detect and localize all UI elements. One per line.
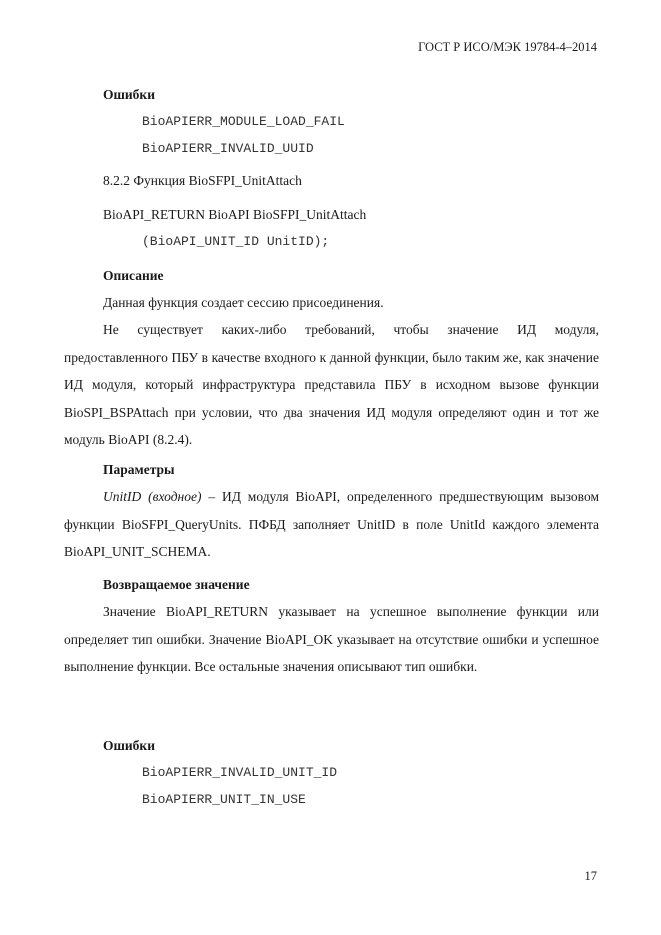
page-number: 17 — [584, 869, 597, 883]
parameters-heading: Параметры — [103, 462, 175, 477]
error-code: BioAPIERR_MODULE_LOAD_FAIL — [142, 114, 345, 129]
error-code: BioAPIERR_INVALID_UUID — [142, 141, 314, 156]
description-paragraph: Данная функция создает сессию присоединения. — [103, 295, 384, 310]
return-value-paragraph: Значение BioAPI_RETURN указывает на успешное выполнение функции или определяет тип ошибки. Значение BioAPI_OK указывает на отсутствие ошибки и успешное выполнение функции. Все остальные значения описывают тип ошибки. — [64, 604, 599, 674]
errors-heading-top: Ошибки — [103, 87, 155, 102]
return-value-heading: Возвращаемое значение — [103, 577, 250, 592]
errors-heading-bottom: Ошибки — [103, 738, 155, 753]
error-code: BioAPIERR_INVALID_UNIT_ID — [142, 765, 338, 780]
parameter-name: UnitID (входное) — [103, 489, 202, 504]
description-paragraph: Не существует каких-либо требований, чтобы значение ИД модуля, предоставленного ПБУ в качестве входного к данной функции, было таким же, как значение ИД модуля, который инфраструктура представила ПБУ в исходном вызове функции BioSPI_BSPAttach при условии, что два значения ИД модуля определяют один и тот же модуль BioAPI (8.2.4). — [64, 322, 599, 447]
error-code: BioAPIERR_UNIT_IN_USE — [142, 792, 306, 807]
description-heading: Описание — [103, 268, 164, 283]
function-signature: BioAPI_RETURN BioAPI BioSFPI_UnitAttach — [103, 207, 367, 222]
section-title: 8.2.2 Функция BioSFPI_UnitAttach — [103, 173, 302, 188]
function-signature-params: (BioAPI_UNIT_ID UnitID); — [142, 234, 330, 249]
parameter-description — [64, 483, 599, 566]
document-header: ГОСТ Р ИСО/МЭК 19784-4–2014 — [418, 40, 597, 54]
parameter-text: – ИД модуля BioAPI, определенного предшествующим вызовом функции BioSFPI_QueryUnits. ПФБД заполняет UnitID в поле UnitId каждого элемента BioAPI_UNIT_SCHEMA. — [64, 489, 599, 559]
